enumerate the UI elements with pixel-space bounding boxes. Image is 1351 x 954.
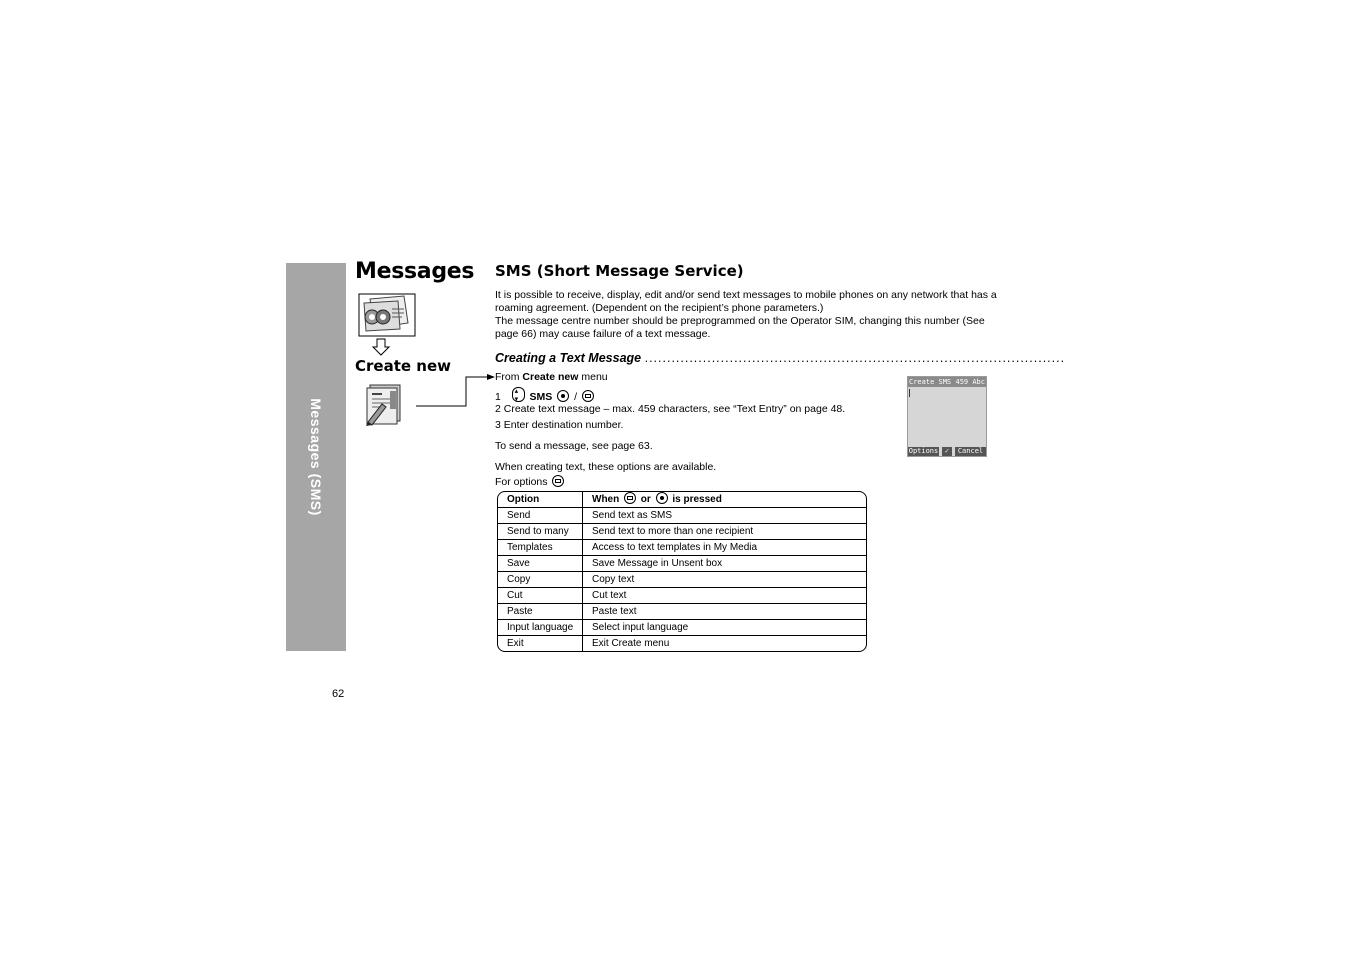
option-cell: Copy: [498, 572, 583, 588]
description-cell: Paste text: [583, 604, 866, 620]
step-1-sms-label: SMS: [529, 391, 553, 403]
phone-screen-title: Create SMS: [909, 378, 952, 386]
send-note: To send a message, see page 63.: [495, 440, 653, 452]
step-3: 3 Enter destination number.: [495, 419, 624, 431]
for-options-text: For options: [495, 476, 548, 488]
text-cursor: [909, 389, 910, 397]
description-cell: Exit Create menu: [592, 638, 670, 649]
header-option: Option: [498, 492, 583, 508]
header-when-or: or: [640, 494, 651, 505]
options-table: [497, 491, 867, 652]
table-row: [498, 524, 866, 540]
subsection-title: Create new: [355, 357, 451, 375]
step-1-separator: /: [574, 391, 578, 403]
from-prefix: From: [495, 371, 523, 383]
create-message-illustration-icon: [362, 382, 408, 431]
header-when: [583, 492, 866, 508]
step-2: 2 Create text message – max. 459 characters, see “Text Entry” on page 48.: [495, 403, 846, 415]
from-menu-name: Create new: [522, 371, 579, 383]
description-cell: Save Message in Unsent box: [583, 556, 866, 572]
phone-left-softkey: Options: [908, 447, 939, 455]
intro-paragraph-2: The message centre number should be preprogrammed on the Operator SIM, changing this number (See page 66) may cause failure of a text message.: [495, 315, 985, 340]
section-title: Messages: [355, 259, 475, 284]
option-cell: Send: [498, 508, 583, 524]
option-cell: Input language: [498, 620, 583, 636]
creating-text-message-heading: [495, 351, 1066, 365]
leader-dots: ..............................................................................................: [644, 351, 1066, 365]
option-cell: Templates: [498, 540, 583, 556]
table-row: [498, 588, 866, 604]
table-row: [498, 636, 866, 651]
header-when-prefix: When: [592, 494, 620, 505]
softkey-icon: [582, 390, 594, 402]
for-options-line: [495, 475, 566, 489]
option-cell: Save: [498, 556, 583, 572]
description-cell: Send text as SMS: [583, 508, 866, 524]
option-cell: Cut: [498, 588, 583, 604]
step-1: [495, 387, 596, 404]
table-row: [498, 508, 866, 524]
step-1-number: 1: [495, 391, 501, 403]
messages-illustration-icon: [358, 293, 416, 342]
softkey-icon: [624, 492, 636, 504]
creating-title: Creating a Text Message: [495, 351, 642, 365]
page-number: 62: [332, 688, 345, 700]
phone-char-counter: 459 Abc: [955, 378, 985, 386]
option-cell: Send to many: [498, 524, 583, 540]
sms-heading: SMS (Short Message Service): [495, 262, 744, 280]
header-when-suffix: is pressed: [672, 494, 722, 505]
phone-softkey-bar: [908, 447, 986, 456]
description-cell: Select input language: [583, 620, 866, 636]
chapter-sidebar-tab: [286, 263, 346, 651]
table-row: [498, 604, 866, 620]
option-cell: Exit: [498, 636, 583, 651]
from-menu-line: [495, 371, 608, 384]
table-row: [498, 572, 866, 588]
phone-screen-illustration: [907, 376, 987, 457]
description-cell: Access to text templates in My Media: [583, 540, 866, 556]
checkmark-icon: ✓: [942, 447, 952, 456]
options-note: When creating text, these options are available.: [495, 461, 717, 473]
description-cell: Cut text: [583, 588, 866, 604]
connector-arrow: [416, 370, 496, 415]
table-row: [498, 620, 866, 636]
table-row: [498, 540, 866, 556]
center-key-icon: [557, 390, 569, 402]
sidebar-chapter-label: Messages (SMS): [308, 398, 324, 516]
center-key-icon: [656, 492, 668, 504]
table-row: [498, 556, 866, 572]
nav-key-icon: [512, 387, 525, 402]
option-cell: Paste: [498, 604, 583, 620]
phone-title-bar: [908, 377, 986, 387]
description-cell: Send text to more than one recipient: [583, 524, 866, 540]
table-header-row: [498, 492, 866, 508]
softkey-icon: [552, 475, 564, 487]
phone-right-softkey: Cancel: [955, 447, 986, 456]
description-cell: Copy text: [583, 572, 866, 588]
from-suffix: menu: [578, 371, 608, 383]
intro-paragraph-1: It is possible to receive, display, edit and/or send text messages to mobile phones on any network that has a roaming agreement. (Dependent on the recipient’s phone parameters.): [495, 289, 997, 314]
